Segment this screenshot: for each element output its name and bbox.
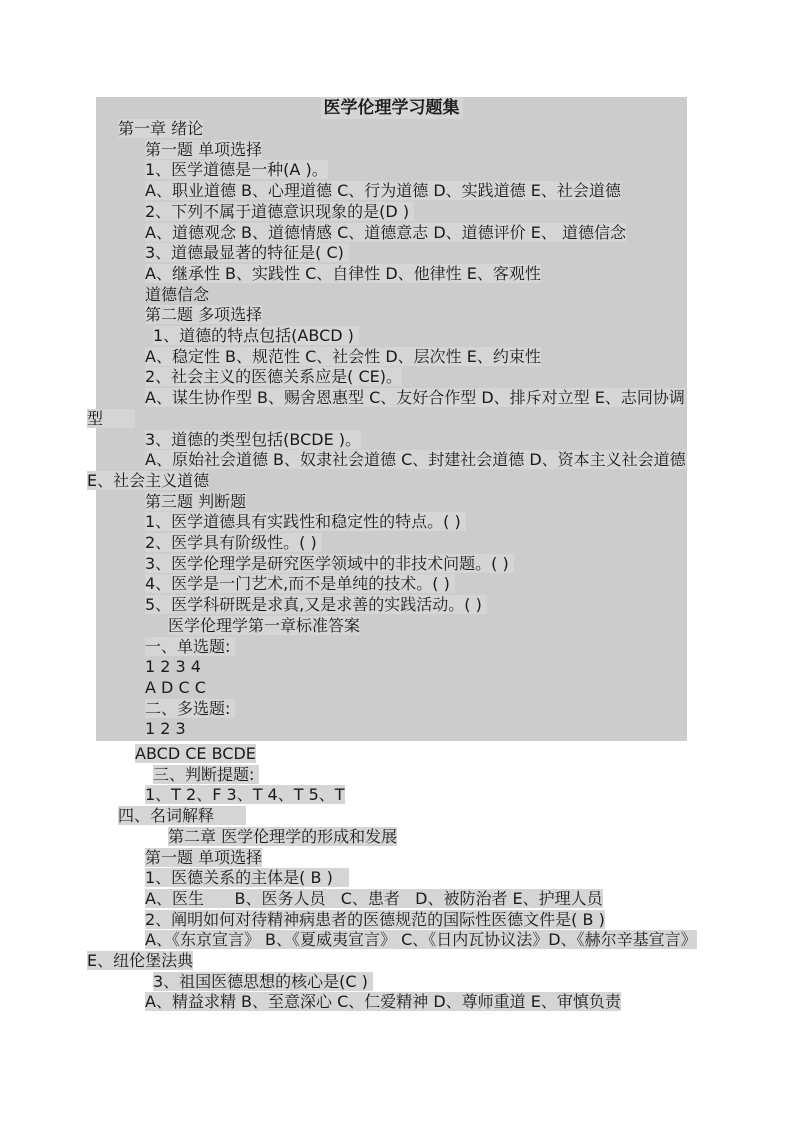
highlighted-text-run: 第二题 多项选择 [145,305,263,325]
text-line [168,616,687,637]
highlighted-text-run: 3、道德的类型包括(BCDE )。 [145,429,362,449]
text-line [145,512,687,533]
highlighted-text-run: 1、T 2、F 3、T 4、T 5、T [145,785,345,805]
text-line [153,765,696,786]
highlighted-text-run: 2、下列不属于道德意识现象的是(D ) [145,201,415,221]
text-line [145,554,687,575]
text-line [145,181,687,202]
text-line [168,827,696,848]
highlighted-text-run: 一、单选题: [145,636,236,656]
highlighted-text-run: A、精益求精 B、至意深心 C、仁爱精神 D、尊师重道 E、审慎负责 [145,992,621,1012]
highlighted-text-run: ABCD CE BCDE [135,744,256,763]
text-line [145,910,696,931]
text-line [118,119,687,140]
highlighted-text-run: 1、道德的特点包括(ABCD ) [153,326,359,346]
highlighted-text-run: A、《东京宣言》 B、《夏威夷宣言》 C、《日内瓦协议法》D、《赫尔辛基宣言》 [145,930,697,950]
text-line [135,744,696,765]
text-line [145,347,687,368]
highlighted-text-run: 二、多选题: [145,698,236,718]
text-line [145,264,687,285]
document-title: 医学伦理学习题集 [321,97,463,119]
highlighted-text-run: 3、道德最显著的特征是( C) [145,243,350,263]
highlighted-text-run: E、纽伦堡法典 [87,951,194,971]
highlighted-text-run: 1、医学道德具有实践性和稳定性的特点。( ) [145,512,466,532]
highlighted-text-run: 1、医德关系的主体是( B ) [145,868,349,888]
highlighted-text-run: 4、医学是一门艺术,而不是单纯的技术。( ) [145,574,455,594]
highlighted-text-run: 2、社会主义的医德关系应是( CE)。 [145,367,403,387]
highlighted-text-run: 四、名词解释 [118,806,247,826]
highlighted-text-run: A、原始社会道德 B、奴隶社会道德 C、封建社会道德 D、资本主义社会道德 [145,450,686,470]
text-line [145,637,687,658]
text-line [153,972,696,993]
gray-shaded-block [87,97,687,741]
text-line [145,367,687,388]
text-line [87,471,687,492]
text-run: A D C C [145,677,206,697]
highlighted-text-run: 2、医学具有阶级性。( ) [145,533,322,553]
highlighted-text-run: 第一题 单项选择 [145,139,263,159]
tail-lines [87,744,697,1013]
title-line [96,97,687,119]
text-line [145,140,687,161]
highlighted-text-run: 5、医学科研既是求真,又是求善的实践活动。( ) [145,595,487,615]
text-line [87,951,696,972]
highlighted-text-run: 医学伦理学第一章标准答案 [168,615,361,635]
highlighted-text-run: 2、阐明如何对待精神病患者的医德规范的国际性医德文件是( B ) [145,909,605,929]
text-line [145,450,687,471]
text-run: 道德信念 [145,284,210,304]
highlighted-text-run: 3、医学伦理学是研究医学领域中的非技术问题。( ) [145,553,514,573]
text-line [145,285,687,306]
highlighted-text-run: 1、医学道德是一种(A )。 [145,160,328,180]
highlighted-text-run: A、稳定性 B、规范性 C、社会性 D、层次性 E、约束性 [145,346,541,366]
text-line [118,806,696,827]
highlighted-text-run: E、社会主义道德 [87,470,210,490]
text-line [145,889,696,910]
text-line [145,388,687,409]
text-line [145,492,687,513]
text-line [145,930,696,951]
text-line [87,409,687,430]
highlighted-text-run: 第二章 医学伦理学的形成和发展 [168,826,398,846]
highlighted-text-run: A、谋生协作型 B、赐舍恩惠型 C、友好合作型 D、排斥对立型 E、志同协调 [145,388,685,408]
text-line [145,678,687,699]
text-line [145,595,687,616]
text-line [145,657,687,678]
text-run: 1 2 3 4 [145,657,201,677]
text-line [145,868,696,889]
text-line [145,223,687,244]
text-line [145,430,687,451]
highlighted-text-run: 型 [87,408,136,428]
text-line [145,305,687,326]
text-line [145,574,687,595]
highlighted-text-run: 第一题 单项选择 [145,847,263,867]
highlighted-text-run: A、道德观念 B、道德情感 C、道德意志 D、道德评价 E、 道德信念 [145,222,626,242]
text-run: 1 2 3 [145,719,186,739]
text-line [145,785,696,806]
text-line [145,533,687,554]
text-line [145,719,687,740]
block-lines [87,119,687,740]
text-line [145,160,687,181]
highlighted-text-run: 3、祖国医德思想的核心是(C ) [153,971,374,991]
highlighted-text-run: A、医生 B、医务人员 C、患者 D、被防治者 E、护理人员 [145,888,603,908]
text-line [145,243,687,264]
highlighted-text-run: 第一章 绪论 [118,119,204,138]
text-line [145,699,687,720]
text-line [145,848,696,869]
highlighted-text-run: A、职业道德 B、心理道德 C、行为道德 D、实践道德 E、社会道德 [145,181,621,201]
highlighted-text-run: 第三题 判断题 [145,491,247,511]
text-line [145,992,696,1013]
text-line [145,202,687,223]
text-line [153,326,687,347]
highlighted-text-run: A、继承性 B、实践性 C、自律性 D、他律性 E、客观性 [145,263,541,283]
highlighted-text-run: 三、判断提题: [153,764,260,784]
